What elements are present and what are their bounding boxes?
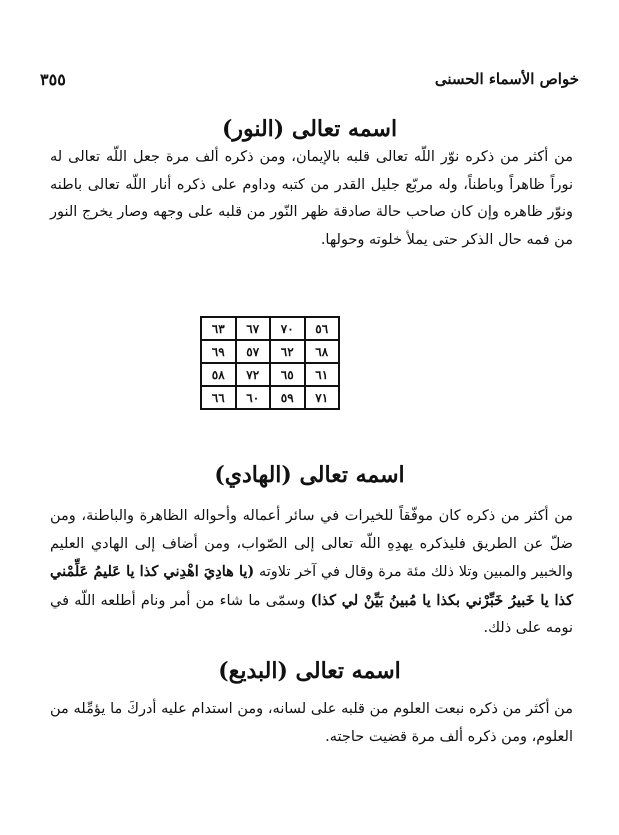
magic-square-cell: ٥٦: [305, 317, 340, 340]
running-title: خواص الأسماء الحسنى: [434, 70, 579, 88]
magic-square-row: [201, 340, 339, 363]
section-title-hadi: اسمه تعالى (الهادي): [214, 462, 405, 488]
section-text-hadi-intro: من أكثر من ذكره كان موفّقاً للخيرات في سائر أعماله وأحواله الظاهرة والباطنة، ومن ضلّ عن الطريق فليذكره يهدِهِ اللّه تعالى إلى الصّواب، ومن أضاف إلى الهادي العليم والخبير والمبين وتلا ذلك مئة مرة وقال في آخر تلاوته: [50, 508, 574, 580]
magic-square-cell: ٥٧: [236, 340, 271, 363]
magic-square-row: [201, 363, 339, 386]
magic-square-cell: ٦٧: [236, 317, 271, 340]
magic-square-row: [201, 317, 339, 340]
magic-square-cell: ٧١: [305, 386, 340, 409]
magic-square-cell: ٦٦: [201, 386, 236, 409]
magic-square-cell: ٥٨: [201, 363, 236, 386]
page-header: [40, 70, 579, 92]
magic-square-cell: ٦٨: [305, 340, 340, 363]
page-number: ٣٥٥: [40, 70, 66, 89]
magic-square-cell: ٦٠: [236, 386, 271, 409]
section-text-hadi-dua: (يا هادِيَ اهْدِني كذا يا عَليمُ عَلِّمْني كذا يا خَبيرُ خَبِّرْني بكذا يا مُبينُ بَيِّنْ لي كذا): [50, 563, 574, 609]
section-title-nur: اسمه تعالى (النور): [221, 116, 398, 142]
section-text-hadi: [50, 503, 573, 643]
magic-square-cell: ٧٠: [270, 317, 305, 340]
magic-square-cell: ٦٥: [270, 363, 305, 386]
magic-square-row: [201, 386, 339, 409]
section-text-badi: من أكثر من ذكره نبعت العلوم من قلبه على لسانه، ومن استدام عليه أدركَ ما يؤمِّله من العلوم، ومن ذكره ألف مرة قضيت حاجته.: [50, 701, 573, 745]
section-text-hadi-outro: وسمّى ما شاء من أمر ونام أطلعه اللّه في نومه على ذلك.: [50, 592, 573, 636]
section-text-nur: من أكثر من ذكره نوّر اللّه تعالى قلبه بالإيمان، ومن ذكره ألف مرة جعل اللّه تعالى له نوراً ظاهراً وباطناً، وله مربّع جليل القدر من كتبه وداوم على ذكره أنار اللّه تعالى باطنه ونوّر ظاهره وإن كان صاحب حالة صادقة ظهر النّور من قلبه على وجهه وصار يخرج النور من فمه حال الذكر حتى يملأ خلوته وحولها.: [50, 149, 573, 248]
magic-square-cell: ٦٣: [201, 317, 236, 340]
magic-square-cell: ٥٩: [270, 386, 305, 409]
magic-square: [200, 316, 340, 410]
magic-square-cell: ٦٢: [270, 340, 305, 363]
section-title-badi: اسمه تعالى (البديع): [218, 658, 401, 684]
magic-square-cell: ٧٢: [236, 363, 271, 386]
magic-square-cell: ٦٩: [201, 340, 236, 363]
magic-square-cell: ٦١: [305, 363, 340, 386]
